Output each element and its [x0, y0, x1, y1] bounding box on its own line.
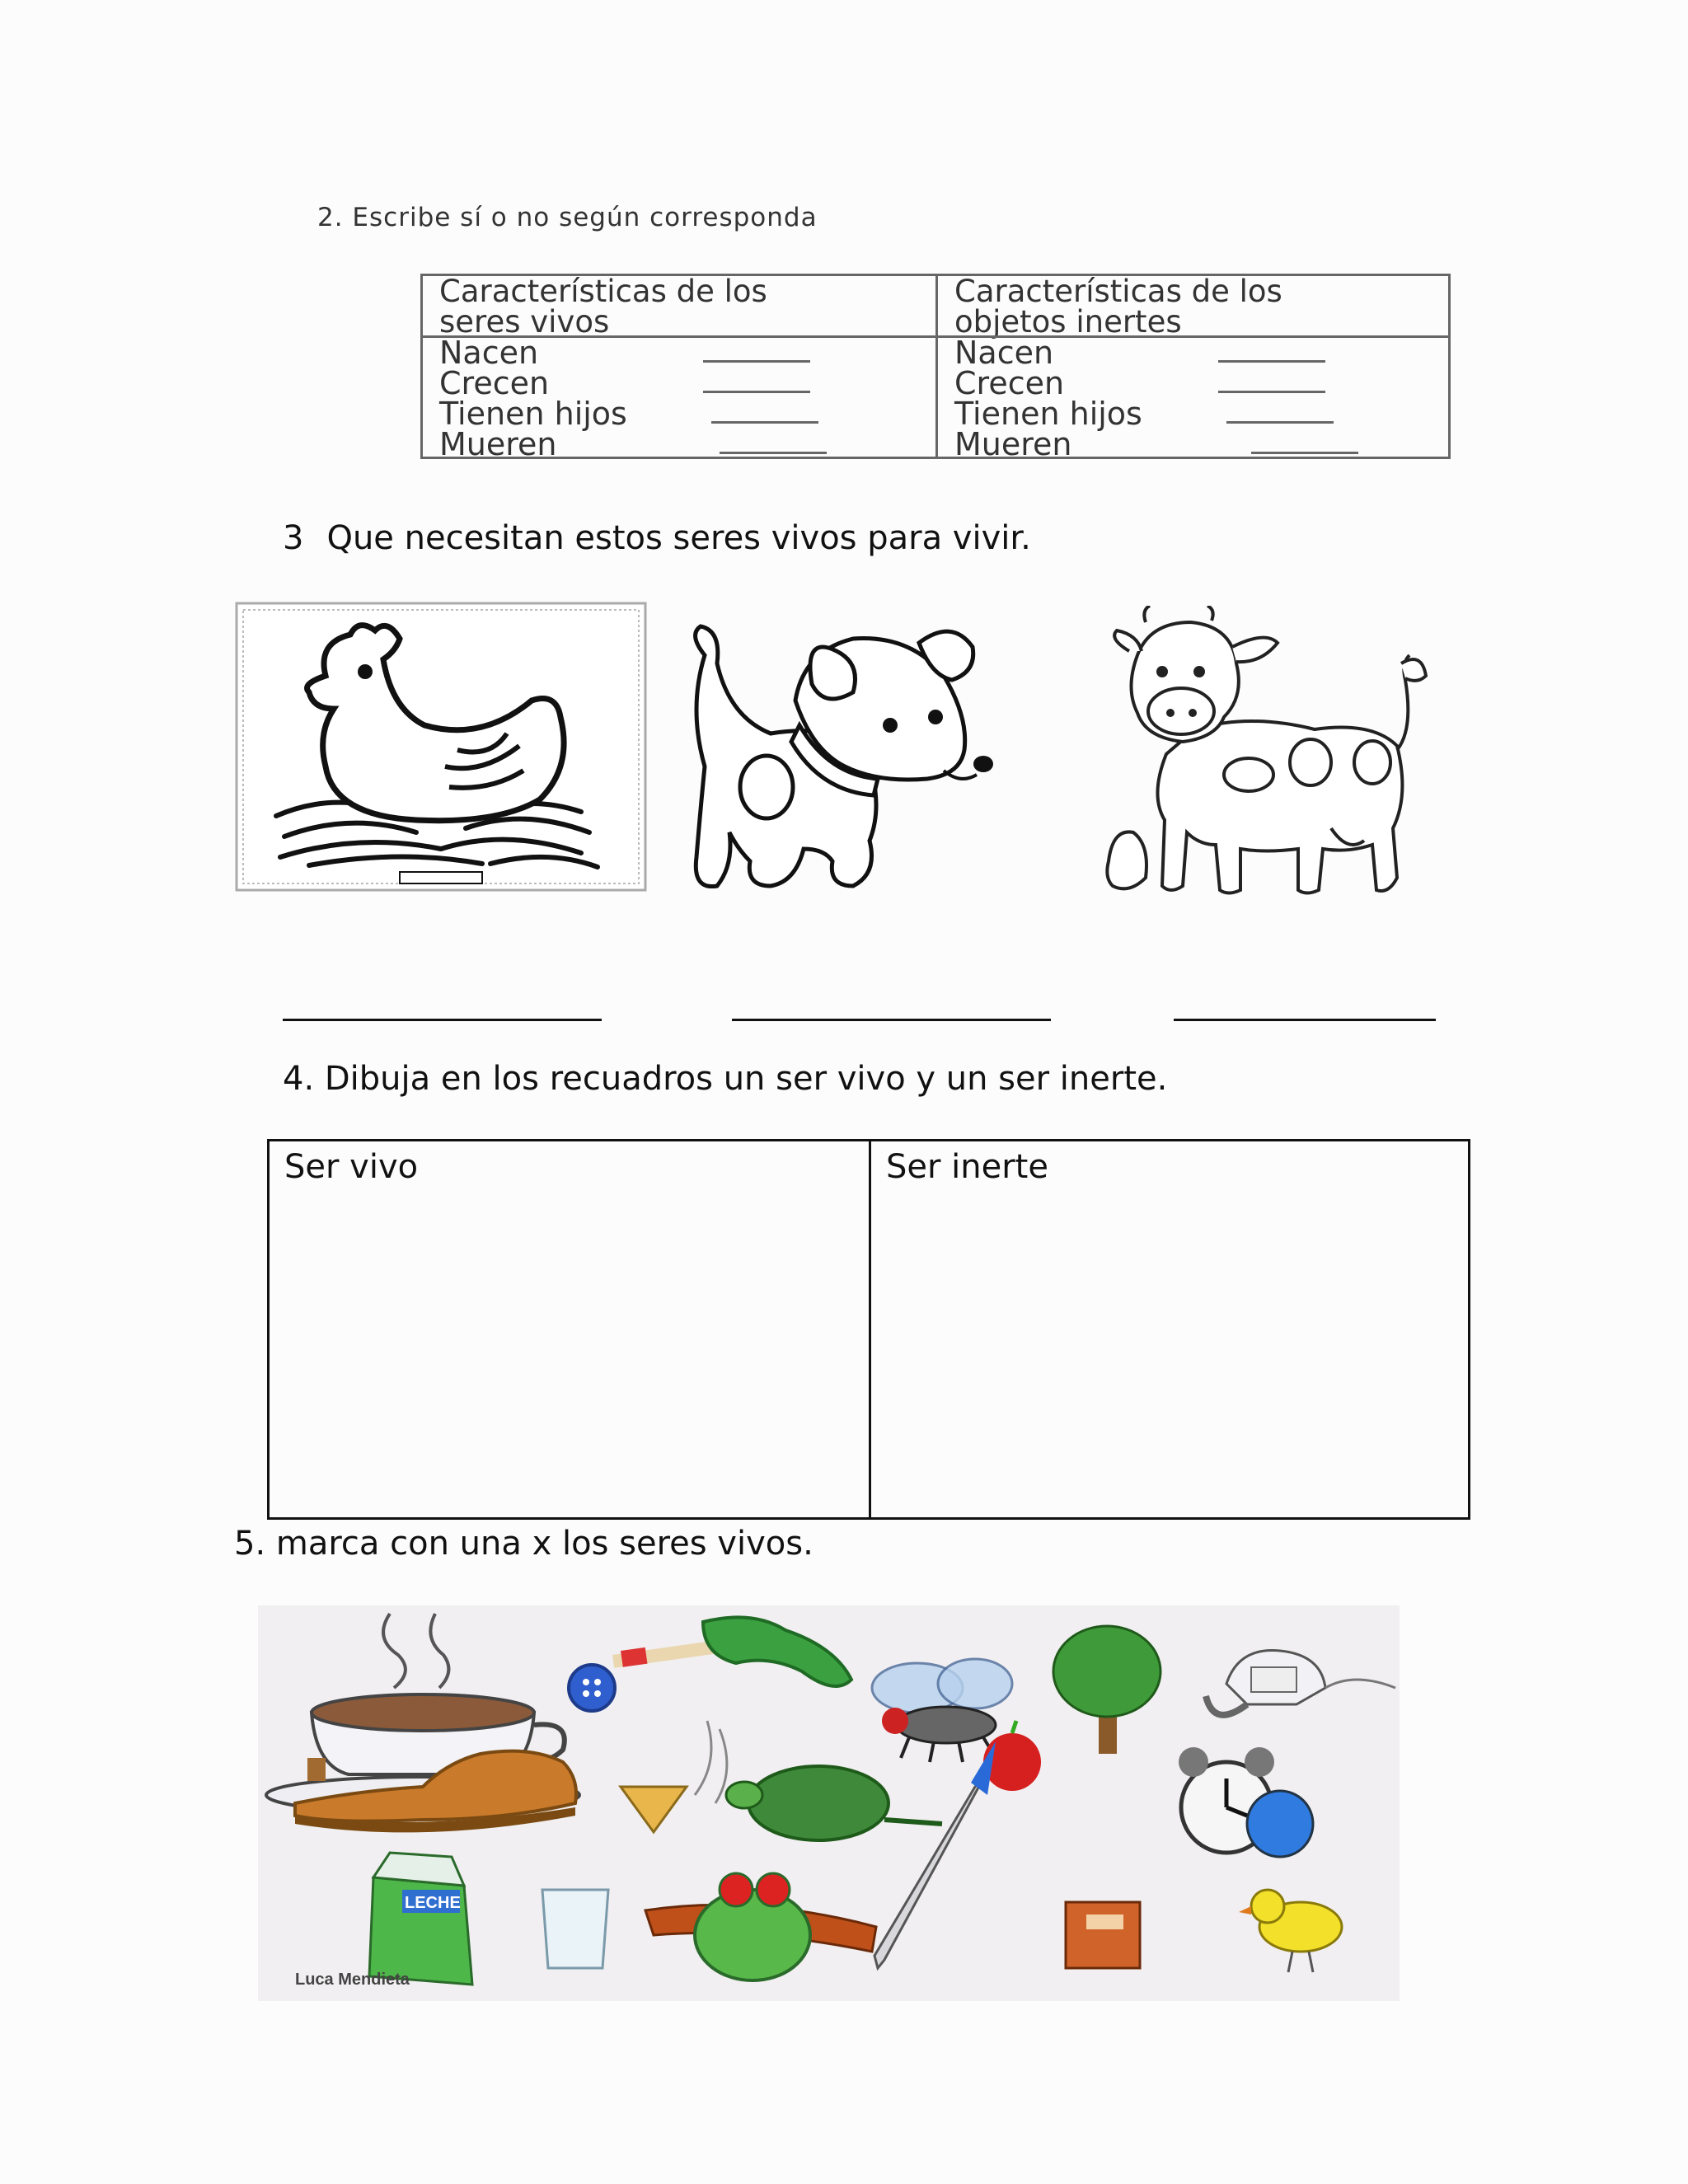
answer-blank[interactable]	[703, 360, 810, 363]
header-line-1: Características de los	[954, 274, 1282, 309]
alarm-clock-item[interactable]	[1179, 1747, 1313, 1857]
glass-item[interactable]	[542, 1890, 608, 1968]
book-item[interactable]	[1066, 1902, 1140, 1968]
answer-blank[interactable]	[1226, 421, 1334, 424]
puppy-drawing	[680, 602, 1010, 908]
living-beings-header	[439, 274, 927, 340]
table-row: Mueren	[954, 429, 1434, 460]
exercise-text: Que necesitan estos seres vivos para vivir.	[326, 519, 1031, 557]
answer-line-puppy[interactable]	[732, 1019, 1051, 1021]
exercise-3-title	[283, 519, 1031, 557]
milk-carton-item[interactable]	[369, 1853, 472, 1985]
inert-objects-header	[954, 274, 1442, 340]
exercise-5-title: 5. marca con una x los seres vivos.	[234, 1525, 814, 1563]
inert-being-drawing-area[interactable]	[869, 1141, 1470, 1517]
answer-blank[interactable]	[1218, 360, 1325, 363]
turtle-item[interactable]	[726, 1766, 942, 1840]
telephone-item[interactable]	[1206, 1651, 1395, 1715]
header-line-2: objetos inertes	[954, 304, 1182, 340]
answer-line-hen[interactable]	[283, 1019, 602, 1021]
inert-being-label: Ser inerte	[886, 1148, 1048, 1186]
table-row: Crecen	[439, 368, 919, 399]
living-being-label: Ser vivo	[284, 1148, 419, 1186]
answer-blank[interactable]	[711, 421, 818, 424]
exercise-number: 3	[283, 519, 304, 557]
table-row: Tienen hijos	[954, 398, 1434, 429]
answer-blank[interactable]	[1251, 452, 1358, 454]
milk-carton-label: LECHE	[405, 1894, 461, 1912]
cow-drawing	[1100, 606, 1447, 912]
pen-item[interactable]	[874, 1741, 996, 1968]
drawing-table	[267, 1139, 1470, 1520]
table-row: Nacen	[954, 337, 1434, 368]
answer-blank[interactable]	[703, 391, 810, 393]
living-being-drawing-area[interactable]	[270, 1141, 869, 1517]
living-beings-column	[423, 274, 935, 462]
exercise-2-title: 2. Escribe sí o no según corresponda	[317, 203, 818, 232]
button-item[interactable]	[569, 1665, 615, 1711]
inert-objects-column	[935, 274, 1451, 462]
table-row: Crecen	[954, 368, 1434, 399]
answer-blank[interactable]	[1218, 391, 1325, 393]
answer-line-cow[interactable]	[1174, 1019, 1436, 1021]
header-line-2: seres vivos	[439, 304, 610, 340]
header-line-1: Características de los	[439, 274, 767, 309]
table-row: Mueren	[439, 429, 919, 460]
bird-item[interactable]	[1239, 1890, 1342, 1972]
items-collage	[258, 1605, 1400, 2001]
answer-blank[interactable]	[720, 452, 827, 454]
hen-drawing	[235, 602, 647, 892]
tree-item[interactable]	[1053, 1626, 1160, 1754]
exercise-4-title: 4. Dibuja en los recuadros un ser vivo y un ser inerte.	[283, 1060, 1168, 1098]
spinning-top-item[interactable]	[621, 1721, 727, 1832]
table-row: Tienen hijos	[439, 398, 919, 429]
frog-item[interactable]	[645, 1873, 876, 1980]
characteristics-table	[420, 274, 1451, 462]
table-row: Nacen	[439, 337, 919, 368]
lizard-item[interactable]	[703, 1617, 851, 1686]
image-credit: Luca Mendieta	[295, 1971, 410, 1989]
